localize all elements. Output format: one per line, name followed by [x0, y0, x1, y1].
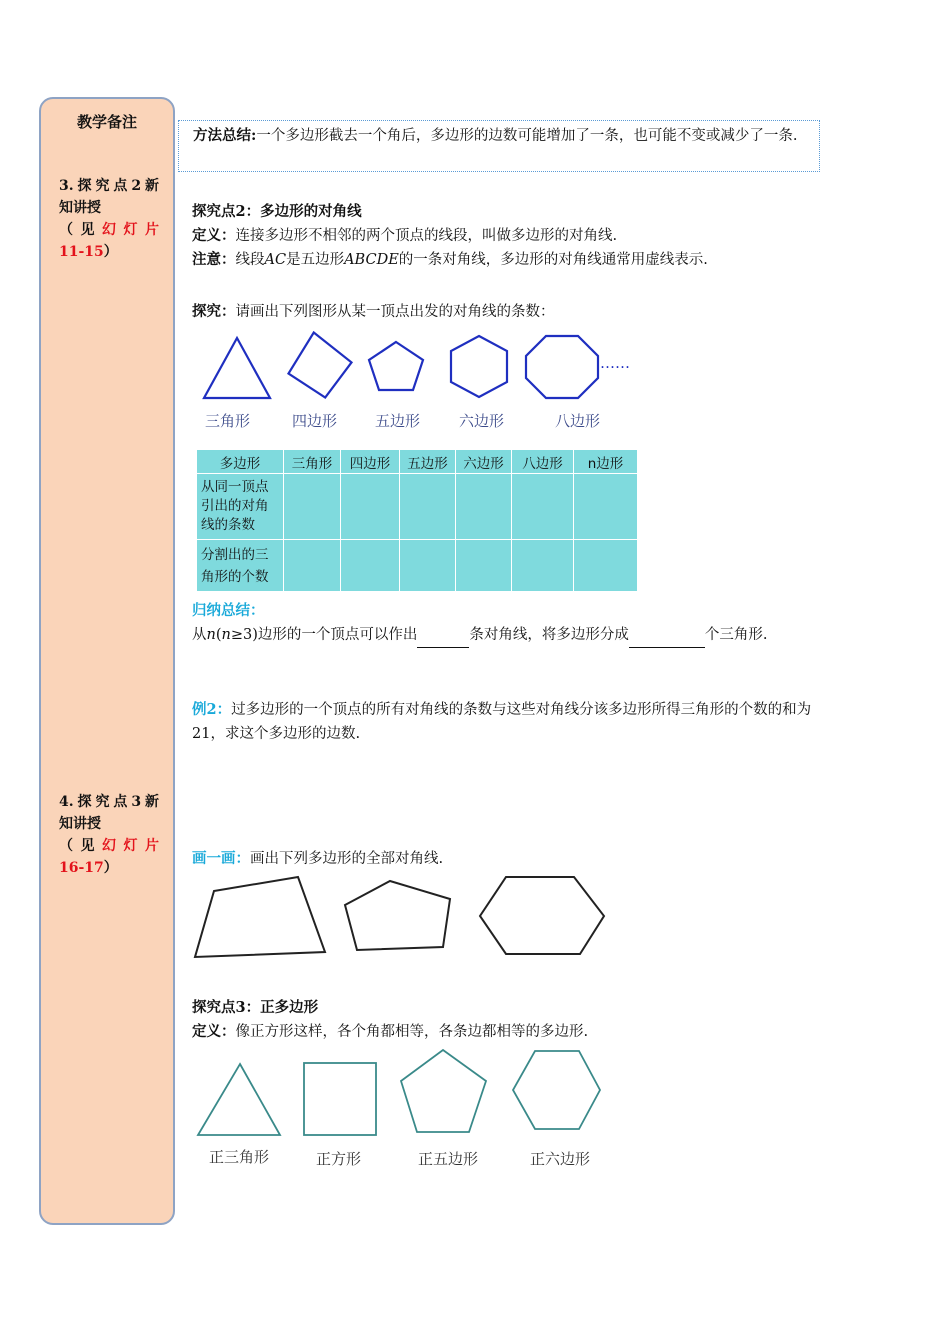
label-equilateral-triangle: 正三角形	[209, 1148, 270, 1166]
table-header: 八边形	[512, 450, 574, 474]
table-cell[interactable]	[400, 474, 456, 540]
table-cell[interactable]	[284, 540, 341, 592]
label-octagon: 八边形	[555, 412, 601, 430]
table-header: n边形	[574, 450, 638, 474]
note-text: 是五边形	[286, 252, 345, 268]
paren-open: （见	[59, 222, 102, 238]
slides-word: 幻灯片	[102, 222, 159, 238]
table-row	[197, 474, 638, 540]
point3-heading: 探究点3：正多边形	[192, 999, 319, 1016]
table-cell[interactable]	[284, 474, 341, 540]
note-text: 的一条对角线，多边形的对角线通常用虚线表示.	[398, 252, 708, 268]
var-n: n	[206, 627, 216, 643]
summary-text-part: 从	[192, 627, 207, 643]
answer-blank-2[interactable]	[629, 623, 705, 648]
sidebar-section-4	[59, 791, 159, 879]
table-cell[interactable]	[574, 540, 638, 592]
table-header-row	[197, 450, 638, 474]
method-text: 一个多边形截去一个角后，多边形的边数可能增加了一条，也可能不变或减少了一条.	[256, 128, 798, 144]
square-shape	[304, 1063, 376, 1135]
equilateral-triangle	[198, 1064, 280, 1135]
segment-ac: AC	[264, 252, 287, 268]
method-label: 方法总结:	[193, 127, 257, 144]
label-square: 正方形	[316, 1150, 362, 1168]
polygon-figures	[190, 328, 650, 408]
point2-note	[192, 248, 812, 272]
label-quadrilateral: 四边形	[292, 412, 338, 430]
label-pentagon: 五边形	[375, 412, 421, 430]
answer-blank-1[interactable]	[417, 623, 469, 648]
section4-slides-line	[59, 835, 159, 857]
point2-section	[192, 200, 812, 272]
point2-definition	[192, 224, 812, 248]
section3-slides-line	[59, 219, 159, 241]
pentagon-shape	[369, 342, 423, 390]
section3-line2: 知讲授	[59, 200, 101, 216]
table-cell[interactable]	[512, 540, 574, 592]
regular-polygons	[190, 1046, 610, 1142]
draw-label: 画一画：	[192, 850, 250, 867]
note-text: 线段	[235, 252, 265, 268]
label-hexagon: 六边形	[459, 412, 505, 430]
section4-line2: 知讲授	[59, 816, 101, 832]
teaching-notes-sidebar	[39, 97, 175, 1225]
row-label-triangles: 分割出的三角形的个数	[197, 540, 284, 592]
table-cell[interactable]	[512, 474, 574, 540]
def-text: 像正方形这样，各个角都相等，各条边都相等的多边形.	[235, 1024, 589, 1040]
paren-close: ）	[103, 860, 118, 876]
table-cell[interactable]	[456, 540, 512, 592]
example2-text: 过多边形的一个顶点的所有对角线的条数与这些对角线分该多边形所得三角形的个数的和为21，求这个多边形的边数.	[192, 702, 812, 742]
hexagon-shape	[451, 336, 507, 397]
induction-summary	[192, 599, 812, 648]
example-2	[192, 698, 812, 746]
hexagon-drawing	[480, 877, 604, 954]
point3-section	[192, 996, 812, 1044]
label-regular-hexagon: 正六边形	[530, 1150, 591, 1168]
section4-slides-range	[59, 857, 159, 879]
regular-hexagon	[513, 1051, 600, 1129]
summary-text-part: ≥3)边形的一个顶点可以作出	[230, 627, 418, 643]
draw-text: 画出下列多边形的全部对角线.	[250, 851, 444, 867]
paren-open: （见	[59, 838, 102, 854]
quadrilateral-drawing	[195, 877, 325, 957]
table-header: 四边形	[341, 450, 400, 474]
summary-text	[192, 623, 812, 648]
row-label-diagonals: 从同一顶点引出的对角线的条数	[197, 474, 284, 540]
triangle-shape	[204, 338, 270, 398]
sidebar-section-3	[59, 175, 159, 263]
point3-definition	[192, 1020, 812, 1044]
polygon-diagonal-table	[196, 449, 638, 592]
slides-range: 11-15	[59, 244, 104, 260]
label-regular-pentagon: 正五边形	[418, 1150, 479, 1168]
section3-line1: 3.探究点2新	[59, 178, 159, 194]
table-header: 五边形	[400, 450, 456, 474]
pentagon-abcde: ABCDE	[344, 252, 399, 268]
slides-range: 16-17	[59, 860, 104, 876]
draw-instruction	[192, 847, 812, 871]
section4-line1: 4.探究点3新	[59, 794, 159, 810]
paren-close: ）	[103, 244, 118, 260]
table-cell[interactable]	[400, 540, 456, 592]
slides-word: 幻灯片	[102, 838, 159, 854]
explore-text: 请画出下列图形从某一顶点出发的对角线的条数：	[235, 304, 555, 320]
section3-slides-range	[59, 241, 159, 263]
table-cell[interactable]	[574, 474, 638, 540]
def-text: 连接多边形不相邻的两个顶点的线段，叫做多边形的对角线.	[235, 228, 618, 244]
explore-line	[192, 300, 812, 324]
pentagon-drawing	[345, 881, 450, 950]
table-cell[interactable]	[341, 474, 400, 540]
note-label: 注意：	[192, 251, 236, 268]
regular-pentagon	[401, 1050, 486, 1132]
def-label: 定义：	[192, 1023, 236, 1040]
method-summary-box	[178, 120, 820, 172]
point2-heading: 探究点2：多边形的对角线	[192, 203, 362, 220]
summary-text-part: 个三角形.	[704, 627, 768, 643]
explore-label: 探究：	[192, 303, 236, 320]
quadrilateral-shape	[282, 328, 356, 403]
octagon-shape	[526, 336, 598, 398]
table-row	[197, 540, 638, 592]
def-label: 定义：	[192, 227, 236, 244]
sidebar-title: 教学备注	[76, 113, 137, 131]
table-header: 多边形	[197, 450, 284, 474]
table-header: 三角形	[284, 450, 341, 474]
table-cell[interactable]	[341, 540, 400, 592]
label-triangle: 三角形	[205, 412, 251, 430]
ellipsis-text: ……	[600, 354, 630, 372]
var-n: n	[221, 627, 231, 643]
summary-text-part: (	[215, 627, 222, 643]
draw-polygons	[190, 872, 610, 964]
example2-label: 例2：	[192, 701, 232, 718]
table-header: 六边形	[456, 450, 512, 474]
summary-text-part: 条对角线，将多边形分成	[469, 627, 629, 643]
summary-label: 归纳总结：	[192, 602, 265, 619]
table-cell[interactable]	[456, 474, 512, 540]
